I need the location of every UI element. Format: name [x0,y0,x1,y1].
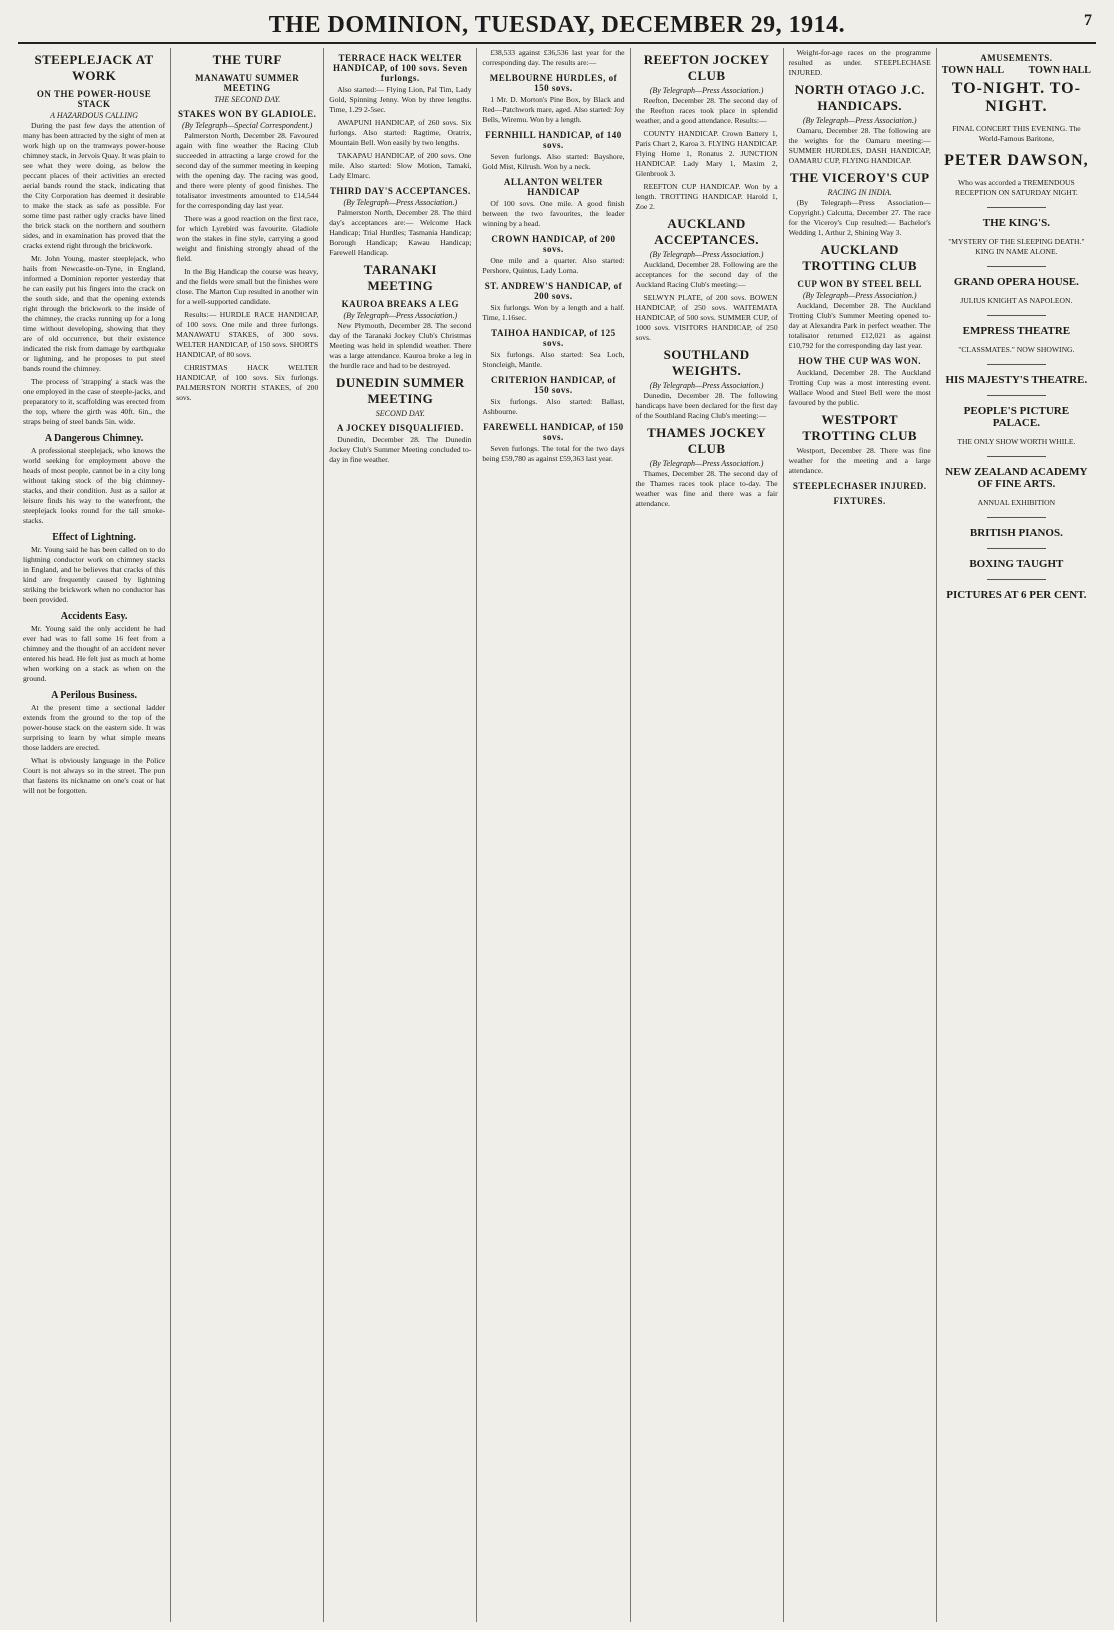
article-paragraph: Auckland, December 28. The Auckland Trotting Cup was a most interesting event. Wallace Wood and Steel Bell were the most favoured by the public. [788,368,931,407]
article-subheading: FIXTURES. [833,496,886,506]
article-paragraph: Seven furlongs. The total for the two days being £59,780 as against £59,363 last year. [482,444,625,463]
article-subheading: ALLANTON WELTER HANDICAP [503,177,603,197]
advert-text: NEW ZEALAND ACADEMY OF FINE ARTS. [945,466,1088,490]
article-subheading: Accidents Easy. [60,611,128,622]
article-paragraph: Oamaru, December 28. The following are the weights for the Oamaru meeting:— SUMMER HURDLES, DASH HANDICAP, OAMARU CUP, FLYING HANDICAP. [788,126,931,165]
article-paragraph: Mr. Young said the only accident he had ever had was to fall some 16 feet from a chimney and the thought of an accident never entered his head. He felt just as much at home when working on a stack as when on the ground. [23,624,166,683]
article-paragraph: Of 100 sovs. One mile. A good finish between the two favourites, the leader winning by a head. [482,199,625,228]
advert-block [942,401,1091,433]
article-paragraph: Auckland, December 28. Following are the acceptances for the second day of the Auckland Racing Club's meeting:— [635,260,778,289]
article-byline: (By Telegraph—Press Association.) [649,250,764,259]
article-headline: AUCKLAND TROTTING CLUB [802,242,917,273]
masthead [18,10,1096,40]
article-byline: (By Telegraph—Press Association.) [649,86,764,95]
divider [987,315,1047,316]
advert-text: FINAL CONCERT THIS EVENING. The World-Famous Baritone, [952,124,1081,143]
article-headline: STEEPLEJACK AT WORK [34,52,154,83]
article-subheading: TERRACE HACK WELTER HANDICAP, of 100 sovs. Seven furlongs. [332,53,468,83]
article-subheading: FAREWELL HANDICAP, of 150 sovs. [483,422,624,442]
hall-label-right: TOWN HALL [1028,65,1091,76]
divider [987,579,1047,580]
article-headline: NORTH OTAGO J.C. HANDICAPS. [794,82,925,113]
article-headline: AUCKLAND ACCEPTANCES. [654,216,759,247]
article-subheading: HOW THE CUP WAS WON. [798,356,921,366]
article-subheading: ON THE POWER-HOUSE STACK [36,89,152,109]
article-paragraph: There was a good reaction on the first race, for which Lyrebird was favourite. Gladiole won the stakes in fine style, carrying a good weight and finishing strongly ahead of the field. [176,214,319,263]
news-column [324,48,477,1622]
hall-label-left: TOWN HALL [941,65,1005,76]
article-paragraph: New Plymouth, December 28. The second day of the Taranaki Jockey Club's Christmas Meeting was held in splendid weather. There was a large attendance. Kauroa broke a leg in the hurdle race and had to be destroyed. [329,321,472,370]
article-byline: RACING IN INDIA. [827,188,892,197]
page-number: 7 [1084,12,1092,29]
advert-text: GRAND OPERA HOUSE. [953,276,1079,288]
article-byline: (By Telegraph—Press Association.) [343,311,458,320]
advert-block [942,494,1091,512]
advert-block [942,341,1091,359]
article-headline: SOUTHLAND WEIGHTS. [663,347,750,378]
article-paragraph: COUNTY HANDICAP. Crown Battery 1, Paris Chart 2, Karoa 3. FLYING HANDICAP. Flying Home 1, Ronatus 2. JUNCTION HANDICAP. Lady Mary 1, Maxim 2, Glenbrook 3. [635,129,778,178]
article-paragraph: The process of 'strapping' a stack was the one employed in the case of steeple-jacks, and preparatory to it, scaffolding was erected from the top, where the girth was 40ft. 6in., the straps being of steel bands 5in. wide. [23,377,166,426]
amusements-column [937,48,1096,1622]
town-hall-banner [942,65,1091,76]
article-headline: THAMES JOCKEY CLUB [647,425,767,456]
article-paragraph: Palmerston North, December 28. The third day's acceptances are:— Welcome Hack Handicap; Trial Hurdles; Tasmania Handicap; Borough Handicap; Kawau Handicap; Farewell Handicap. [329,208,472,257]
article-paragraph: Results:— HURDLE RACE HANDICAP, of 100 sovs. One mile and three furlongs. MANAWATU STAKES, of 300 sovs. WELTER HANDICAP, of 150 sovs. SHORTS HANDICAP, of 80 sovs. [176,310,319,359]
divider [987,266,1047,267]
advert-text: PETER DAWSON, [944,152,1089,169]
advert-text: ANNUAL EXHIBITION [977,498,1056,507]
article-byline: (By Telegraph—Press Association.) [649,459,764,468]
article-paragraph: Seven furlongs. Also started: Bayshore, Gold Mist, Kilrush. Won by a neck. [482,152,625,171]
article-paragraph: Auckland, December 28. The Auckland Trotting Club's Summer Meeting opened to-day at Alexandra Park in perfect weather. The totalisator returned £12,021 as against £10,792 for the corresponding day last year. [788,301,931,350]
article-subheading: A Perilous Business. [51,690,137,701]
advert-text: TO-NIGHT. TO-NIGHT. [951,80,1081,115]
article-subheading: A JOCKEY DISQUALIFIED. [336,423,464,433]
article-paragraph: Weight-for-age races on the programme resulted as under. STEEPLECHASE INJURED. [788,48,931,77]
article-subheading: STEEPLECHASER INJURED. [792,481,927,491]
article-paragraph: Thames, December 28. The second day of the Thames races took place to-day. The weather was fine and there was a fair attendance. [635,469,778,508]
article-subheading: Effect of Lightning. [52,532,136,543]
news-column [18,48,171,1622]
advert-block [942,370,1091,390]
advert-block [942,554,1091,574]
advert-text: THE KING'S. [982,217,1050,229]
advert-text: BOXING TAUGHT [969,558,1064,570]
article-subheading: THIRD DAY'S ACCEPTANCES. [329,186,471,196]
advert-text: Who was accorded a TREMENDOUS RECEPTION ON SATURDAY NIGHT. [954,178,1078,197]
article-byline: THE SECOND DAY. [214,95,281,104]
divider [987,548,1047,549]
article-byline: SECOND DAY. [375,409,425,418]
article-paragraph: Mr. Young said he has been called on to do lightning conductor work on chimney stacks in England, and he believes that cracks of this kind are frequently caused by lightning striking the brickwork when no conductor has been provided. [23,545,166,604]
article-byline: (By Telegraph—Special Correspondent.) [182,121,313,130]
article-paragraph: Mr. John Young, master steeplejack, who hails from Newcastle-on-Tyne, in England, informed a Dominion reporter yesterday that he can easily put his fingers into the crack on the south side, and that the opening extends right through the brickwork to the inside of the chimney, the cracks running up for a long time without developing, showing that they are of old occurrence, but their existence indicated the risk from damage by earthquake or lightning, and he proposes to put steel bands round the chimney. [23,254,166,373]
masthead-rule [18,42,1096,44]
divider [987,517,1047,518]
article-subheading: MELBOURNE HURDLES, of 150 sovs. [489,73,618,93]
advert-text: "MYSTERY OF THE SLEEPING DEATH." KING IN NAME ALONE. [948,237,1085,256]
newspaper-columns [18,48,1096,1622]
article-paragraph: Palmerston North, December 28. Favoured again with fine weather the Racing Club succeeded in attracting a large crowd for the second day of the summer meeting in keeping with the opening day. The racing was good, and there were plenty of good finishes. The totalisator investments amounted to £14,544 for the corresponding day last year. [176,131,319,210]
article-paragraph: £38,533 against £36,536 last year for the corresponding day. The results are:— [482,48,625,67]
article-paragraph: Dunedin, December 28. The Dunedin Jockey Club's Summer Meeting concluded to-day in fine weather. [329,435,472,464]
article-subheading: MANAWATU SUMMER MEETING [195,73,300,93]
advert-block [942,76,1091,120]
article-paragraph: REEFTON CUP HANDICAP. Won by a length. TROTTING HANDICAP. Harold 1, Zoe 2. [635,182,778,211]
article-paragraph: Dunedin, December 28. The following handicaps have been declared for the first day of the Southland Racing Club's meeting:— [635,391,778,420]
article-byline: (By Telegraph—Press Association.) [802,291,917,300]
article-byline: A HAZARDOUS CALLING [50,111,138,120]
article-headline: THE TURF [212,52,282,67]
advert-block [942,233,1091,261]
article-paragraph: Reefton, December 28. The second day of the Reefton races took place in splendid weather, and a good attendance. Results:— [635,96,778,125]
newspaper-title: THE DOMINION, TUESDAY, DECEMBER 29, 1914. [268,11,846,38]
advert-text: PEOPLE'S PICTURE PALACE. [963,405,1070,429]
article-paragraph: SELWYN PLATE, of 200 sovs. BOWEN HANDICAP, of 250 sovs. WAITEMATA HANDICAP, of 500 sovs. SUMMER CUP, of 1000 sovs. VISITORS HANDICAP, of 250 sovs. [635,293,778,342]
article-paragraph: Six furlongs. Also started: Sea Loch, Stoncleigh, Mantle. [482,350,625,369]
advert-block [942,120,1091,148]
article-byline: (By Telegraph—Press Association.) [649,381,764,390]
article-paragraph: Six furlongs. Won by a length and a half. Time, 1.16sec. [482,303,625,322]
article-paragraph: What is obviously language in the Police Court is not always so in the street. The pun that fastens its nickname on one's coat or hat will not be forgotten. [23,756,166,795]
advert-text: HIS MAJESTY'S THEATRE. [945,374,1088,386]
news-column [171,48,324,1622]
article-paragraph: Also started:— Flying Lion, Pal Tim, Lady Gold, Spinning Jenny. Won by three lengths. Time, 1.29 2-5sec. [329,85,472,114]
advert-block [942,213,1091,233]
article-subheading: CRITERION HANDICAP, of 150 sovs. [490,375,616,395]
article-paragraph: One mile and a quarter. Also started: Pershore, Quintus, Lady Lorna. [482,256,625,275]
divider [987,456,1047,457]
advert-block [942,462,1091,494]
article-headline: THE VICEROY'S CUP [789,170,930,185]
advert-block [942,148,1091,174]
article-paragraph: A professional steeplejack, who knows the world seeking for employment above the heads of most people, cannot be in a city long without taking stock of the big chimney-stacks, and their condition. Just as a sailor at leisure finds his way to the waterfront, the steeplejack looks round for the tall smoke-stacks. [23,446,166,525]
article-paragraph: During the past few days the attention of many has been attracted by the sight of men at work high up on the tramways power-house chimney stack, in Jervois Quay. It was plain to see what they were doing, as below the peccant places of their activities an erected aerial bands round the stack, indicating that the City Corporation has deemed it desirable to make the stack as safe as possible. For some time past rather ugly cracks have lined the brick stack on the northern and southern sides, and in examination has proved that the cracks extend right through the brickwork. [23,121,166,250]
article-byline: (By Telegraph—Press Association.) [343,198,458,207]
article-subheading: CROWN HANDICAP, of 200 sovs. [491,234,616,254]
advert-text: JULIUS KNIGHT AS NAPOLEON. [960,296,1073,305]
article-paragraph: AWAPUNI HANDICAP, of 260 sovs. Six furlongs. Also started: Ragtime, Oratrix, Mountain Bell. Won easily by two lengths. [329,118,472,147]
article-headline: WESTPORT TROTTING CLUB [802,412,917,443]
article-subheading: FERNHILL HANDICAP, of 140 sovs. [485,130,622,150]
advert-block [942,292,1091,310]
news-column [477,48,630,1622]
article-headline: REEFTON JOCKEY CLUB [643,52,770,83]
article-byline: (By Telegraph—Press Association.) [802,116,917,125]
article-subheading: A Dangerous Chimney. [44,433,144,444]
advert-text: "CLASSMATES." NOW SHOWING. [958,345,1075,354]
advert-block [942,174,1091,202]
article-headline: DUNEDIN SUMMER MEETING [335,375,465,406]
advert-text: BRITISH PIANOS. [969,527,1063,539]
advert-text: THE ONLY SHOW WORTH WHILE. [957,437,1076,446]
article-paragraph: CHRISTMAS HACK WELTER HANDICAP, of 100 sovs. Six furlongs. PALMERSTON NORTH STAKES, of 200 sovs. [176,363,319,402]
advert-block [942,272,1091,292]
advert-text: PICTURES AT 6 PER CENT. [946,589,1087,601]
divider [987,207,1047,208]
article-paragraph: At the present time a sectional ladder extends from the ground to the top of the power-house stack on the eastern side. It was surprising to learn by what simple means those ladders are erected. [23,703,166,752]
advert-block [942,433,1091,451]
article-paragraph: In the Big Handicap the course was heavy, and the fields were small but the finishes were close. The Marton Cup resulted in another win for a well-supported candidate. [176,267,319,306]
news-column [631,48,784,1622]
advert-block [942,321,1091,341]
advert-block [942,585,1091,605]
article-headline: TARANAKI MEETING [363,262,437,293]
article-paragraph: 1 Mr. D. Morton's Pine Box, by Black and Red—Patchwork mare, aged. Also started: Joy Bells, Wiremu. Won by a length. [482,95,625,124]
news-column [784,48,937,1622]
article-subheading: ST. ANDREW'S HANDICAP, of 200 sovs. [484,281,623,301]
divider [987,395,1047,396]
advert-block [942,523,1091,543]
article-subheading: AMUSEMENTS. [980,53,1053,63]
advert-text: EMPRESS THEATRE [962,325,1071,337]
article-subheading: STAKES WON BY GLADIOLE. [178,109,317,119]
article-paragraph: (By Telegraph—Press Association—Copyright.) Calcutta, December 27. The race for the Viceroy's Cup resulted:— Bachelor's Wedding 1, Arthur 2, Shining Way 3. [788,198,931,237]
article-subheading: KAUROA BREAKS A LEG [341,299,459,309]
article-subheading: TAIHOA HANDICAP, of 125 sovs. [491,328,616,348]
article-paragraph: Westport, December 28. There was fine weather for the meeting and a large attendance. [788,446,931,475]
divider [987,364,1047,365]
article-subheading: CUP WON BY STEEL BELL [797,279,922,289]
article-paragraph: Six furlongs. Also started: Ballast, Ashbourne. [482,397,625,416]
article-paragraph: TAKAPAU HANDICAP, of 200 sovs. One mile. Also started: Slow Motion, Tamaki, Lady Elmarc. [329,151,472,180]
